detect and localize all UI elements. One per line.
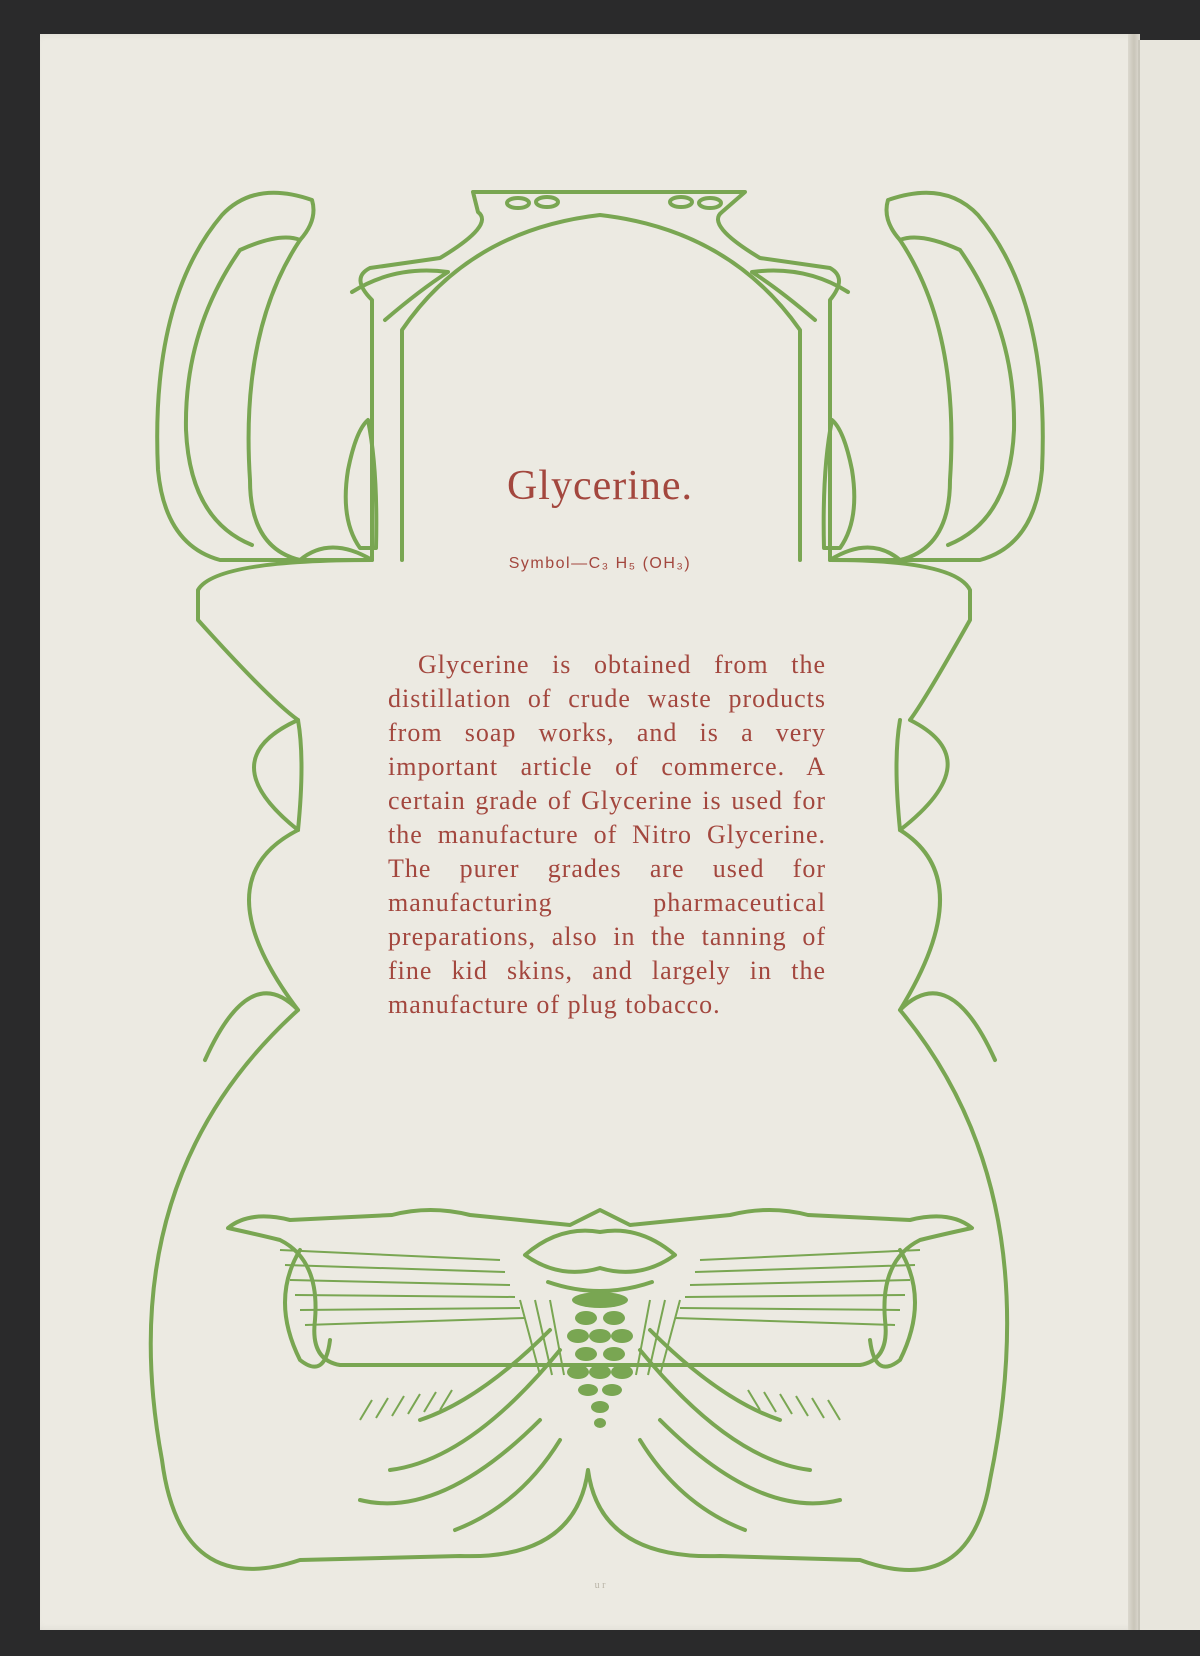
- page-folio: u r: [594, 1580, 606, 1591]
- page-title: Glycerine.: [506, 463, 694, 509]
- chemical-symbol: Symbol—C₃ H₅ (OH₃): [508, 555, 692, 572]
- pine-cone-ornament: [567, 1292, 633, 1428]
- body-text: Glycerine is obtained from the distillation of crude waste products from soap works, and is a very important article of commerce. A certain grade of Glycerine is used for the manufacture of Nitro Glycerine. The purer grades are used for manufacturing pharmaceutical preparations, also in the tanning of fine kid skins, and largely in the manufacture of plug tobacco.: [388, 650, 826, 1019]
